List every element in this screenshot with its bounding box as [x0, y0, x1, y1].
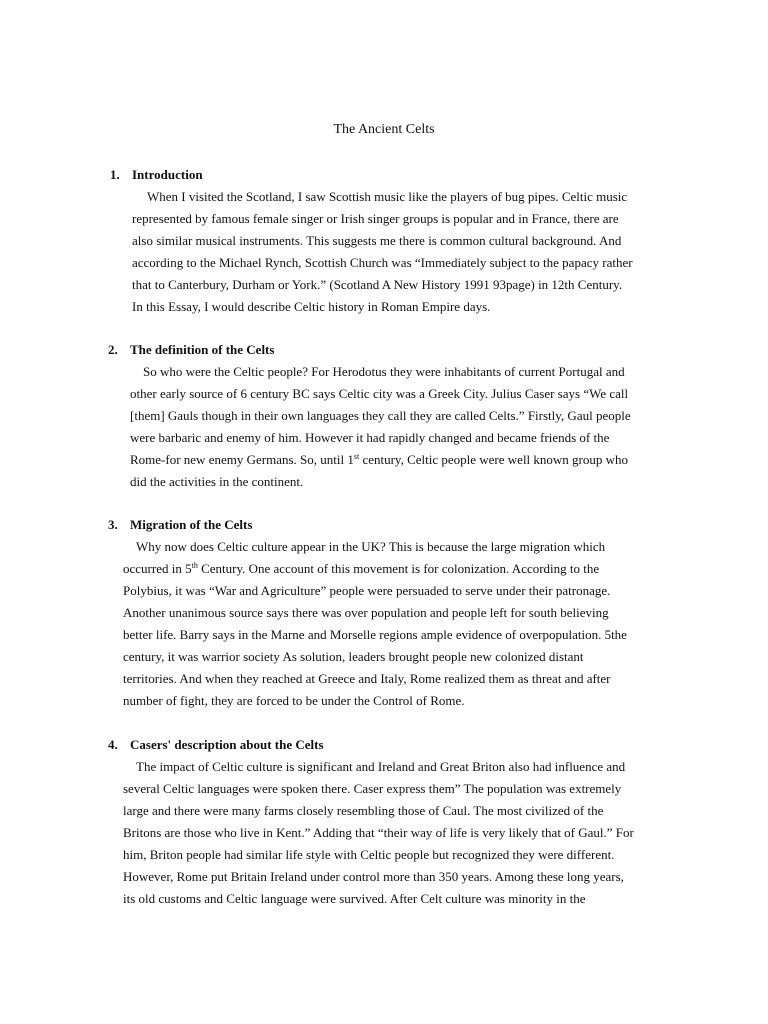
paragraph-line: Another unanimous source says there was over population and people left for south believing — [123, 605, 609, 620]
paragraph-line: Why now does Celtic culture appear in the UK? This is because the large migration which — [136, 539, 606, 554]
paragraph-line: represented by famous female singer or Irish singer groups is popular and in France, there are — [132, 211, 619, 226]
line-text: occurred in 5 — [123, 561, 192, 576]
section-heading-casers-description — [108, 736, 324, 754]
section-title: Casers' description about the Celts — [130, 737, 324, 752]
paragraph-line: In this Essay, I would describe Celtic history in Roman Empire days. — [132, 299, 491, 314]
paragraph-line: other early source of 6 century BC says Celtic city was a Greek City. Julius Caser says “We call — [130, 386, 629, 401]
section-title: Migration of the Celts — [130, 517, 253, 532]
paragraph-line: did the activities in the continent. — [130, 474, 304, 489]
paragraph-line: So who were the Celtic people? For Herodotus they were inhabitants of current Portugal and — [143, 364, 625, 379]
paragraph-line: large and there were many farms closely resembling those of Caul. The most civilized of the — [123, 803, 604, 818]
section-title: Introduction — [132, 167, 203, 182]
document-title: The Ancient Celts — [333, 122, 435, 137]
paragraph-line: century, it was warrior society As solution, leaders brought people new colonized distant — [123, 649, 584, 664]
section-number: 4. — [108, 737, 118, 752]
section-heading-definition — [108, 341, 274, 359]
paragraph-line: its old customs and Celtic language were survived. After Celt culture was minority in the — [123, 891, 586, 906]
paragraph-line: When I visited the Scotland, I saw Scottish music like the players of bug pipes. Celtic music — [147, 189, 628, 204]
paragraph-line: also similar musical instruments. This suggests me there is common cultural background. And — [132, 233, 622, 248]
paragraph-line: number of fight, they are forced to be under the Control of Rome. — [123, 693, 465, 708]
paragraph-line: Polybius, it was “War and Agriculture” people were persuaded to serve under their patronage. — [123, 583, 611, 598]
ordinal-suffix: th — [191, 561, 198, 570]
section-number: 1. — [110, 167, 120, 182]
line-text: Century. One account of this movement is for colonization. According to the — [197, 561, 600, 576]
paragraph-line: Britons are those who live in Kent.” Adding that “their way of life is very likely that of Gaul.” For — [123, 825, 634, 840]
section-number: 2. — [108, 342, 118, 357]
paragraph-line — [123, 560, 599, 578]
section-heading-introduction — [110, 166, 203, 184]
paragraph-line: according to the Michael Rynch, Scottish Church was “Immediately subject to the papacy rather — [132, 255, 633, 270]
paragraph-line: territories. And when they reached at Greece and Italy, Rome realized them as threat and after — [123, 671, 611, 686]
section-heading-migration — [108, 516, 252, 534]
paragraph-line: that to Canterbury, Durham or York.” (Scotland A New History 1991 93page) in 12th Century. — [132, 277, 623, 292]
paragraph-line: The impact of Celtic culture is significant and Ireland and Great Briton also had influence and — [136, 759, 626, 774]
paragraph-line — [130, 451, 628, 469]
ordinal-suffix: st — [353, 452, 360, 461]
line-text: Rome-for new enemy Germans. So, until 1 — [130, 452, 354, 467]
paragraph-line: better life. Barry says in the Marne and Morselle regions ample evidence of overpopulation. 5the — [123, 627, 627, 642]
section-number: 3. — [108, 517, 118, 532]
paragraph-line: [them] Gauls though in their own languages they call they are called Celts.” Firstly, Gaul people — [130, 408, 631, 423]
paragraph-line: several Celtic languages were spoken there. Caser express them” The population was extremely — [123, 781, 622, 796]
paragraph-line: were barbaric and enemy of him. However it had rapidly changed and became friends of the — [130, 430, 610, 445]
section-title: The definition of the Celts — [130, 342, 275, 357]
paragraph-line: However, Rome put Britain Ireland under control more than 350 years. Among these long years, — [123, 869, 624, 884]
paragraph-line: him, Briton people had similar life style with Celtic people but recognized they were different. — [123, 847, 615, 862]
line-text: century, Celtic people were well known group who — [359, 452, 629, 467]
